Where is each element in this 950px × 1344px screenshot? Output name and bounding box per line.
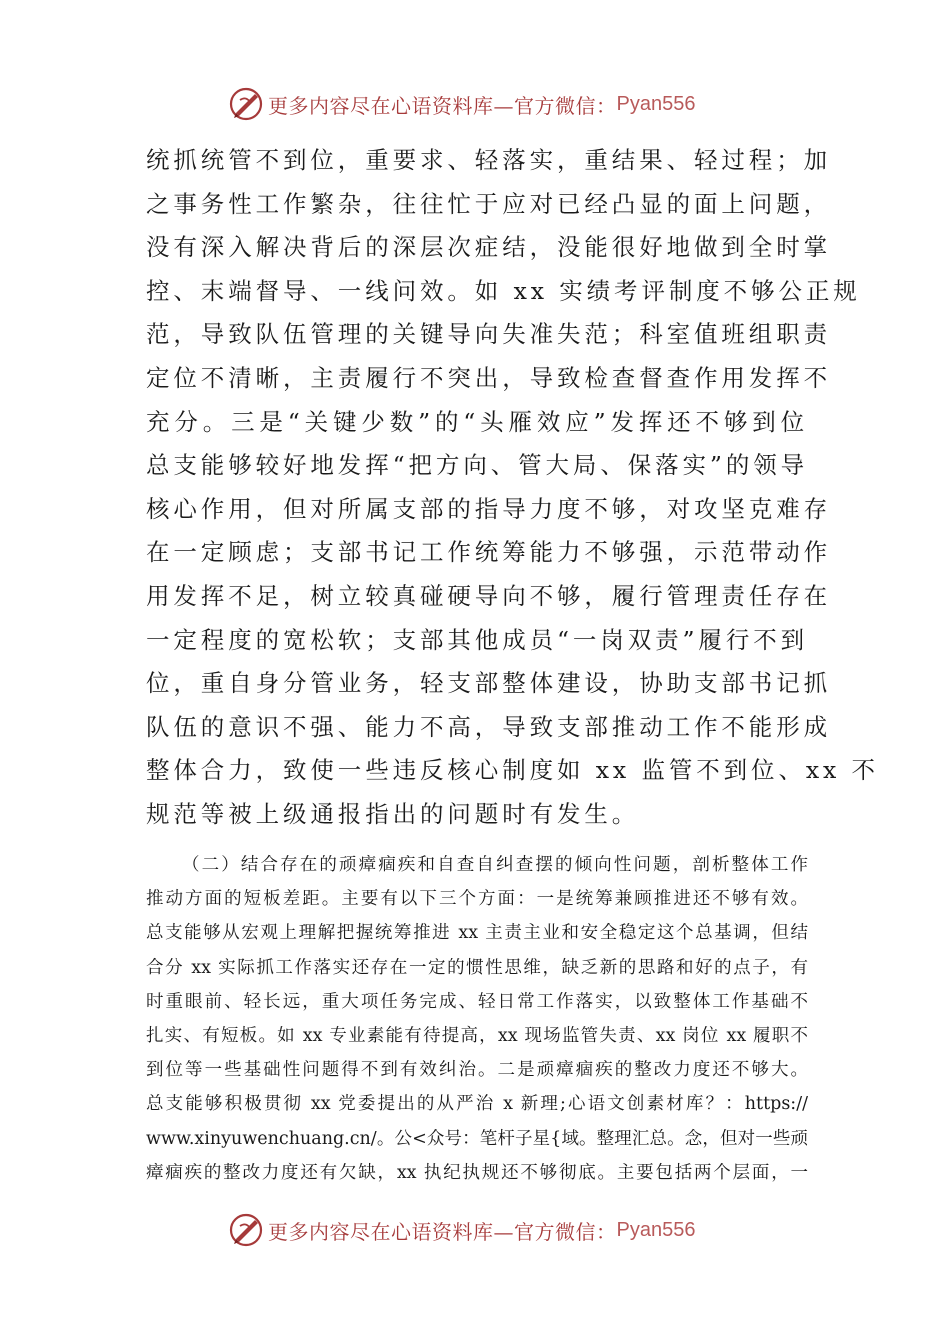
small-text-block (146, 848, 808, 1190)
footer-watermark (228, 1210, 695, 1250)
text-line: 之事务性工作繁杂，往往忙于应对已经凸显的面上问题， (146, 189, 831, 218)
text-line: 核心作用，但对所属支部的指导力度不够，对攻坚克难存 (146, 494, 831, 523)
watermark-text: 更多内容尽在心语资料库—官方微信： (268, 93, 617, 118)
text-line: www.xinyuwenchuang.cn/。公<众号：笔杆子星{域。整理汇总。念，但对一些顽 (146, 1128, 808, 1149)
text-line: 没有深入解决背后的深层次症结，没能很好地做到全时掌 (146, 233, 831, 262)
text-line: 充分。三是“关键少数”的“头雁效应”发挥还不够到位 (146, 407, 808, 436)
header-watermark (228, 84, 695, 124)
text-line: 时重眼前、轻长远，重大项任务完成、轻日常工作落实，以致整体工作基础不 (146, 991, 808, 1012)
pen-logo-icon (228, 1212, 264, 1248)
watermark-wechat-id: Pyan556 (616, 1218, 696, 1241)
text-line: 在一定顾虑；支部书记工作统筹能力不够强，示范带动作 (146, 538, 831, 567)
text-line: 位，重自身分管业务，轻支部整体建设，协助支部书记抓 (146, 669, 831, 698)
text-line: 总支能够较好地发挥“把方向、管大局、保落实”的领导 (146, 451, 809, 480)
watermark-wechat-id: Pyan556 (616, 92, 696, 115)
text-line: 规范等被上级通报指出的问题时有发生。 (146, 799, 640, 828)
text-line: 瘴痼疾的整改力度还有欠缺，xx 执纪执规还不够彻底。主要包括两个层面，一 (146, 1162, 808, 1183)
text-line: 到位等一些基础性问题得不到有效纠治。二是顽瘴痼疾的整改力度还不够大。 (146, 1060, 808, 1081)
text-line: 用发挥不足，树立较真碰硬导向不够，履行管理责任存在 (146, 581, 831, 610)
text-line: 推动方面的短板差距。主要有以下三个方面：一是统筹兼顾推进还不够有效。 (146, 889, 808, 910)
text-line: 统抓统管不到位，重要求、轻落实，重结果、轻过程；加 (146, 146, 831, 174)
large-text-block (146, 139, 879, 837)
text-line: 一定程度的宽松软；支部其他成员“一岗双责”履行不到 (146, 625, 809, 654)
text-line: 范，导致队伍管理的关键导向失准失范；科室值班组职责 (146, 320, 831, 349)
text-line: 总支能够从宏观上理解把握统筹推进 xx 主责主业和安全稳定这个总基调，但结 (146, 923, 808, 944)
text-line: 队伍的意识不强、能力不高，导致支部推动工作不能形成 (146, 712, 831, 741)
text-line: 整体合力，致使一些违反核心制度如 xx 监管不到位、xx 不 (146, 756, 879, 785)
text-line: 控、末端督导、一线问效。如 xx 实绩考评制度不够公正规 (146, 276, 861, 305)
text-line: 扎实、有短板。如 xx 专业素能有待提高，xx 现场监管失责、xx 岗位 xx 履职不 (146, 1025, 808, 1046)
watermark-text: 更多内容尽在心语资料库—官方微信： (268, 1219, 617, 1244)
text-line: 定位不清晰，主责履行不突出，导致检查督查作用发挥不 (146, 363, 831, 392)
text-line: 合分 xx 实际抓工作落实还存在一定的惯性思维，缺乏新的思路和好的点子，有 (146, 957, 808, 978)
pen-logo-icon (228, 86, 264, 122)
text-line: （二）结合存在的顽瘴痼疾和自查自纠查摆的倾向性问题，剖析整体工作 (182, 855, 808, 875)
text-line: 总支能够积极贯彻 xx 党委提出的从严治 x 新理;心语文创素材库？：https:// (146, 1094, 808, 1115)
